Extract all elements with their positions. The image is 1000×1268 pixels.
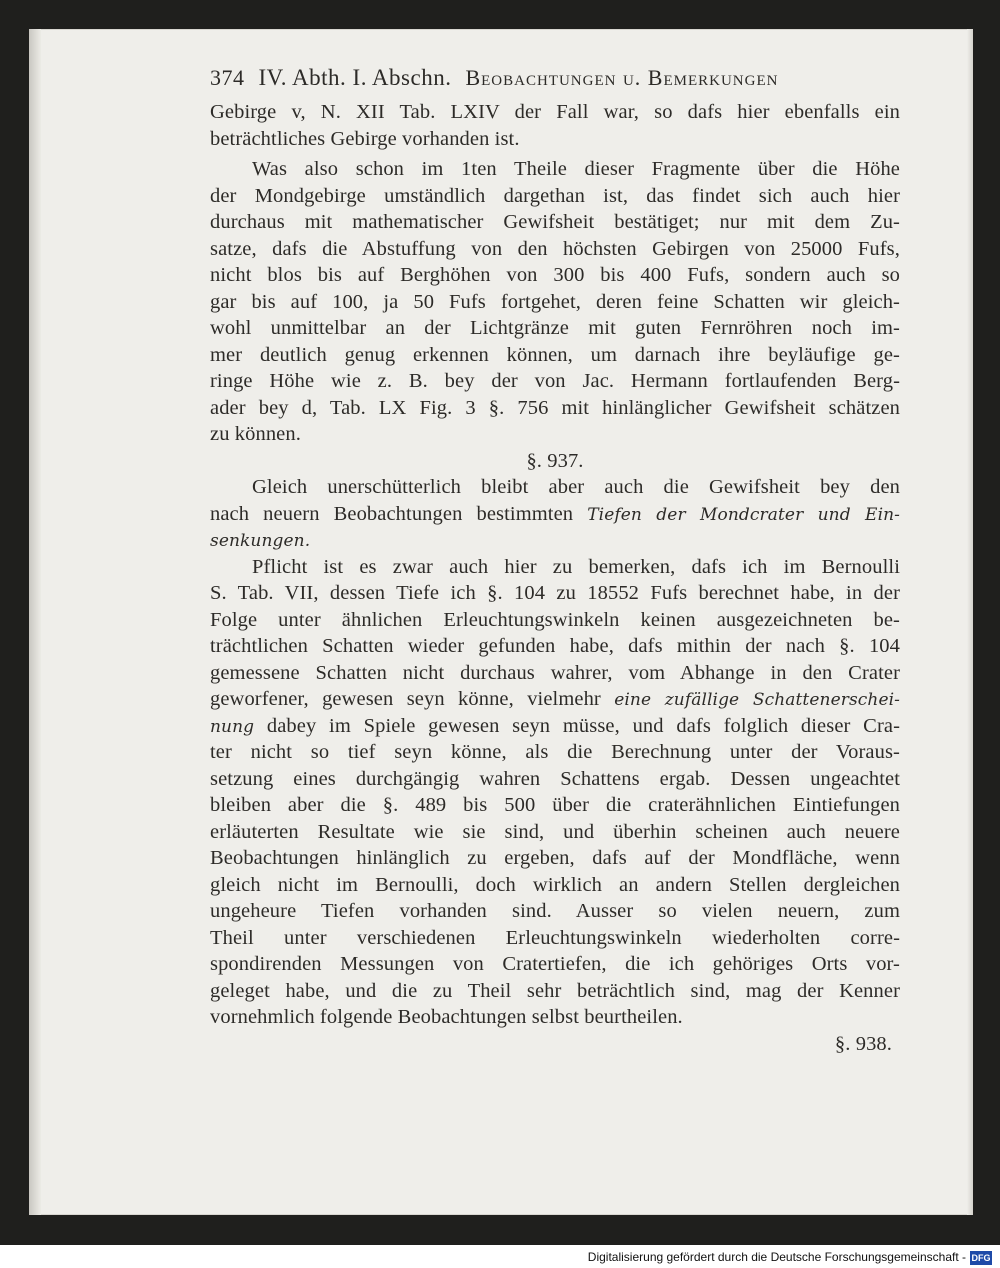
text-line: wohl unmittelbar an der Lichtgränze mit guten Fernröhren noch im- — [210, 317, 900, 339]
catchword: §. 938. — [834, 1032, 892, 1055]
text-line: Pflicht ist es zwar auch hier zu bemerken, dafs ich im Bernoulli — [252, 555, 900, 578]
text-line: ringe Höhe wie z. B. bey der von Jac. Hermann fortlaufenden Berg- — [210, 370, 900, 392]
text-line — [210, 501, 900, 528]
text-line: Gebirge v, N. XII Tab. LXIV der Fall war, so dafs hier ebenfalls ein — [210, 101, 900, 123]
text-line: satze, dafs die Abstuffung von den höchsten Gebirgen von 25000 Fufs, — [210, 237, 900, 260]
text-segment: nach neuern Beobachtungen bestimmten — [210, 502, 588, 525]
text-line: mer deutlich genug erkennen können, um darnach ihre beyläufige ge- — [210, 343, 900, 366]
text-line — [210, 527, 900, 554]
text-line: ader bey d, Tab. LX Fig. 3 §. 756 mit hinlänglicher Gewifsheit schätzen — [210, 396, 900, 419]
text-line: der Mondgebirge umständlich dargethan ist, das findet sich auch hier — [210, 184, 900, 207]
text-line: spondirenden Messungen von Cratertiefen, die ich gehöriges Orts vor- — [210, 953, 900, 975]
italic-segment: eine zufällige Schattenerschei- — [614, 690, 900, 710]
text-line: trächtlichen Schatten wieder gefunden habe, dafs mithin der nach §. 104 — [210, 635, 900, 657]
text-segment: geworfener, gewesen seyn könne, vielmehr — [210, 688, 615, 710]
text-line — [210, 686, 900, 713]
text-line: bleiben aber die §. 489 bis 500 über die craterähnlichen Eintiefungen — [210, 794, 900, 816]
dfg-logo-icon: DFG — [971, 1253, 991, 1263]
text-line: durchaus mit mathematischer Gewifsheit bestätiget; nur mit dem Zu- — [210, 211, 900, 233]
section-heading-937: §. 937. — [526, 449, 584, 472]
text-line: geleget habe, und die zu Theil sehr beträchtlich sind, mag der Kenner — [210, 979, 900, 1002]
text-line: gleich nicht im Bernoulli, doch wirklich an andern Stellen dergleichen — [210, 873, 900, 896]
text-line: setzung eines durchgängig wahren Schattens ergab. Dessen ungeachtet — [210, 767, 900, 790]
italic-segment: Tiefen der Mondcrater und Ein- — [587, 504, 901, 525]
text-line: Beobachtungen hinlänglich zu ergeben, dafs auf der Mondfläche, wenn — [210, 847, 900, 869]
paragraph-4 — [210, 554, 900, 1031]
footer-bar — [0, 1245, 1000, 1268]
text-line: Gleich unerschütterlich bleibt aber auch die Gewifsheit bey den — [252, 476, 900, 498]
running-title: Beobachtungen u. Bemerkungen — [465, 65, 779, 90]
italic-segment: nung — [210, 716, 255, 737]
paragraph-2 — [210, 156, 900, 448]
part-heading: IV. Abth. I. Abschn. — [258, 65, 452, 90]
text-line: Theil unter verschiedenen Erleuchtungswinkeln wiederholten corre- — [210, 926, 900, 949]
page-edge — [967, 29, 973, 1215]
text-line: gemessene Schatten nicht durchaus wahrer, vom Abhange in den Crater — [210, 661, 900, 684]
italic-segment: senkungen. — [210, 531, 311, 551]
page-content — [210, 65, 900, 1057]
paragraph-1 — [210, 99, 900, 152]
running-head — [210, 65, 900, 99]
text-line: Folge unter ähnlichen Erleuchtungswinkeln keinen ausgezeichneten be- — [210, 608, 900, 631]
text-line: Was also schon im 1ten Theile dieser Fragmente über die Höhe — [252, 158, 900, 180]
page-number: 374 — [210, 65, 245, 90]
text-line: S. Tab. VII, dessen Tiefe ich §. 104 zu 18552 Fufs berechnet habe, in der — [210, 582, 900, 604]
page-gutter — [29, 29, 41, 1215]
text-line: nicht blos bis auf Berghöhen von 300 bis 400 Fufs, sondern auch so — [210, 264, 900, 286]
text-line: erläuterten Resultate wie sie sind, und überhin scheinen auch neuere — [210, 820, 900, 843]
paragraph-3 — [210, 474, 900, 554]
text-line: beträchtliches Gebirge vorhanden ist. — [210, 127, 520, 150]
text-line: vornehmlich folgende Beobachtungen selbst beurtheilen. — [210, 1006, 683, 1028]
funding-notice: Digitalisierung gefördert durch die Deutsche Forschungsgemeinschaft - — [587, 1250, 966, 1264]
text-line: zu können. — [210, 423, 301, 445]
text-segment: dabey im Spiele gewesen seyn müsse, und dafs folglich dieser Cra- — [254, 714, 900, 737]
text-line: ter nicht so tief seyn könne, als die Berechnung unter der Voraus- — [210, 741, 900, 763]
text-line: gar bis auf 100, ja 50 Fufs fortgehet, deren feine Schatten wir gleich- — [210, 290, 900, 313]
text-line — [210, 713, 900, 740]
book-page — [29, 29, 973, 1215]
text-line: ungeheure Tiefen vorhanden sind. Ausser so vielen neuern, zum — [210, 900, 900, 922]
